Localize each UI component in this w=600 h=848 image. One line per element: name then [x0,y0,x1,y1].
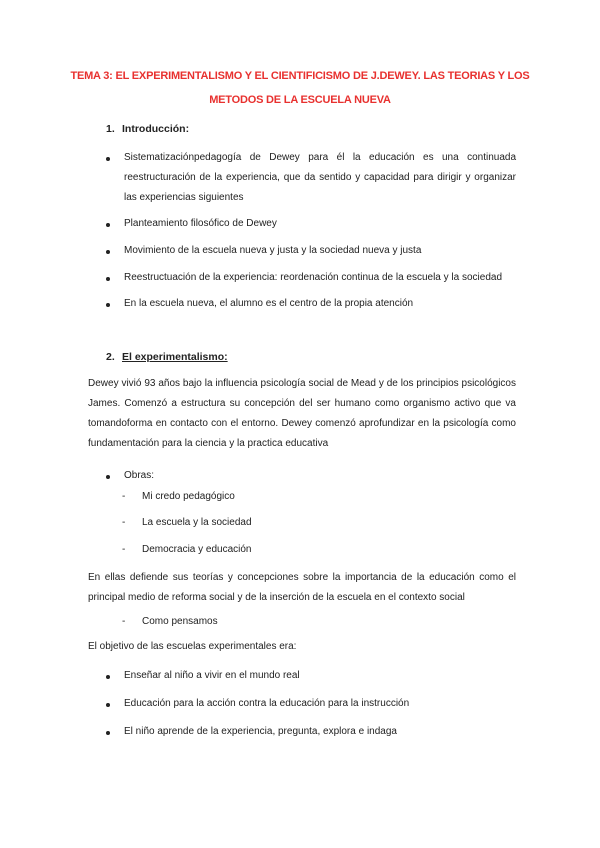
bullet-icon [106,223,110,227]
section-2-title: El experimentalismo: [122,351,228,363]
dash-icon: - [122,491,126,502]
dash-icon: - [122,544,126,555]
bullet-icon [106,277,110,281]
obra-item-4: Como pensamos [142,616,218,627]
obra-item-1: Mi credo pedagógico [142,491,235,502]
bullet-icon [106,703,110,707]
intro-bullet-4: Reestructuación de la experiencia: reordenación continua de la escuela y la sociedad [124,272,503,283]
section-2-heading [106,351,228,363]
obras-label: Obras: [124,470,155,481]
bullet-icon [106,675,110,679]
bullet-icon [106,157,110,161]
reform-paragraph: En ellas defiende sus teorías y concepciones sobre la importancia de la educación como el principal medio de reforma social y de la inserción de la escuela en el contexto social [88,572,516,603]
objective-intro: El objetivo de las escuelas experimentales era: [88,641,297,652]
document-title-line-2: METODOS DE LA ESCUELA NUEVA [209,94,391,106]
bullet-icon [106,731,110,735]
section-1-number: 1. [106,123,115,135]
objective-bullet-3: El niño aprende de la experiencia, pregunta, explora e indaga [124,726,397,737]
intro-bullet-5: En la escuela nueva, el alumno es el centro de la propia atención [124,298,414,309]
section-2-number: 2. [106,351,115,363]
objective-bullet-1: Enseñar al niño a vivir en el mundo real [124,670,300,681]
intro-bullet-3: Movimiento de la escuela nueva y justa y la sociedad nueva y justa [124,245,422,256]
obra-item-3: Democracia y educación [142,544,252,555]
dash-icon: - [122,517,126,528]
document-title-line-1: TEMA 3: EL EXPERIMENTALISMO Y EL CIENTIFICISMO DE J.DEWEY. LAS TEORIAS Y LOS [70,70,530,82]
section-1-heading [106,123,189,135]
intro-bullet-2: Planteamiento filosófico de Dewey [124,218,277,229]
bullet-icon [106,475,110,479]
bullet-icon [106,250,110,254]
dash-icon: - [122,616,126,627]
objective-bullet-2: Educación para la acción contra la educación para la instrucción [124,698,410,709]
intro-bullet-1: Sistematizaciónpedagogía de Dewey para él la educación es una continuada reestructuración de la experiencia, que da sentido y capacidad para dirigir y organizar las experiencias siguientes [124,152,516,203]
section-1-title: Introducción: [122,123,190,135]
experimentalism-paragraph: Dewey vivió 93 años bajo la influencia psicología social de Mead y de los principios psicológicos James. Comenzó a estructura su concepción del ser humano como organismo activo que va tomandoforma en contacto con el entorno. Dewey comenzó aprofundizar en la psicología como fundamentación para la ciencia y la practica educativa [88,378,516,449]
obra-item-2: La escuela y la sociedad [142,517,252,528]
bullet-icon [106,303,110,307]
